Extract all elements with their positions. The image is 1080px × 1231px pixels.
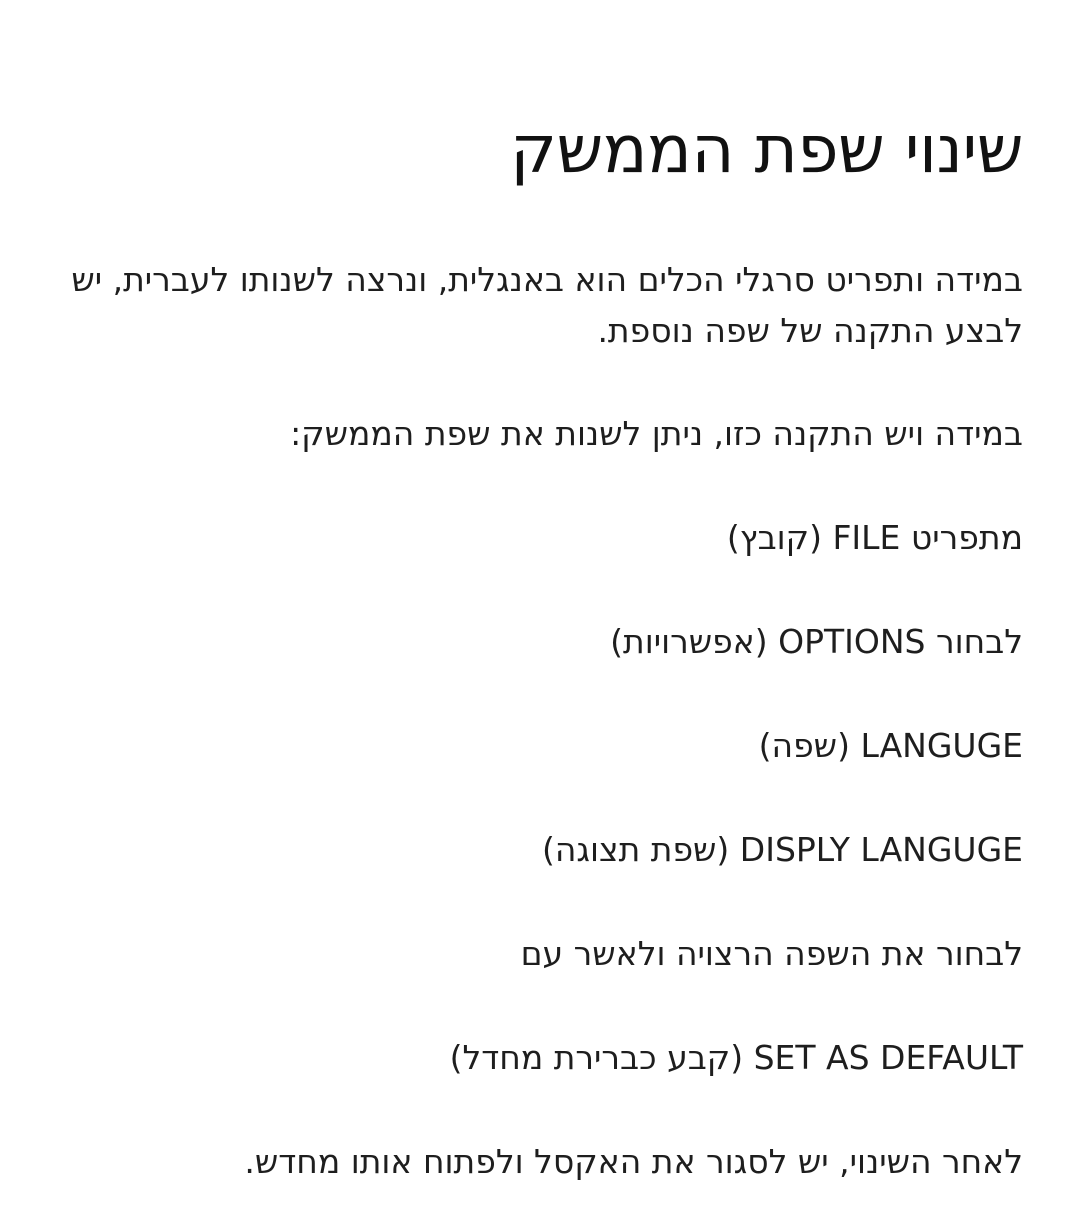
step-set-default: SET AS DEFAULT (קבע כברירת מחדל): [449, 1038, 1023, 1077]
step-choose-language: לבחור את השפה הרצויה ולאשר עם: [520, 934, 1023, 973]
restart-note: לאחר השינוי, יש לסגור את האקסל ולפתוח אותו מחדש.: [244, 1142, 1023, 1181]
step-options: לבחור OPTIONS (אפשרויות): [610, 622, 1023, 661]
intro-paragraph: במידה ותפריט סרגלי הכלים הוא באנגלית, ונרצה לשנותו לעברית, יש לבצע התקנה של שפה נוספת.: [71, 260, 1023, 350]
step-display-language: DISPLY LANGUGE (שפת תצוגה): [541, 830, 1023, 869]
step-language: LANGUGE (שפה): [758, 726, 1023, 765]
condition-paragraph: במידה ויש התקנה כזו, ניתן לשנות את שפת הממשק:: [290, 414, 1023, 453]
page-title: שינוי שפת הממשק: [510, 111, 1023, 188]
step-file-menu: מתפריט FILE (קובץ): [726, 518, 1023, 557]
article-body: [28, 254, 1023, 1187]
